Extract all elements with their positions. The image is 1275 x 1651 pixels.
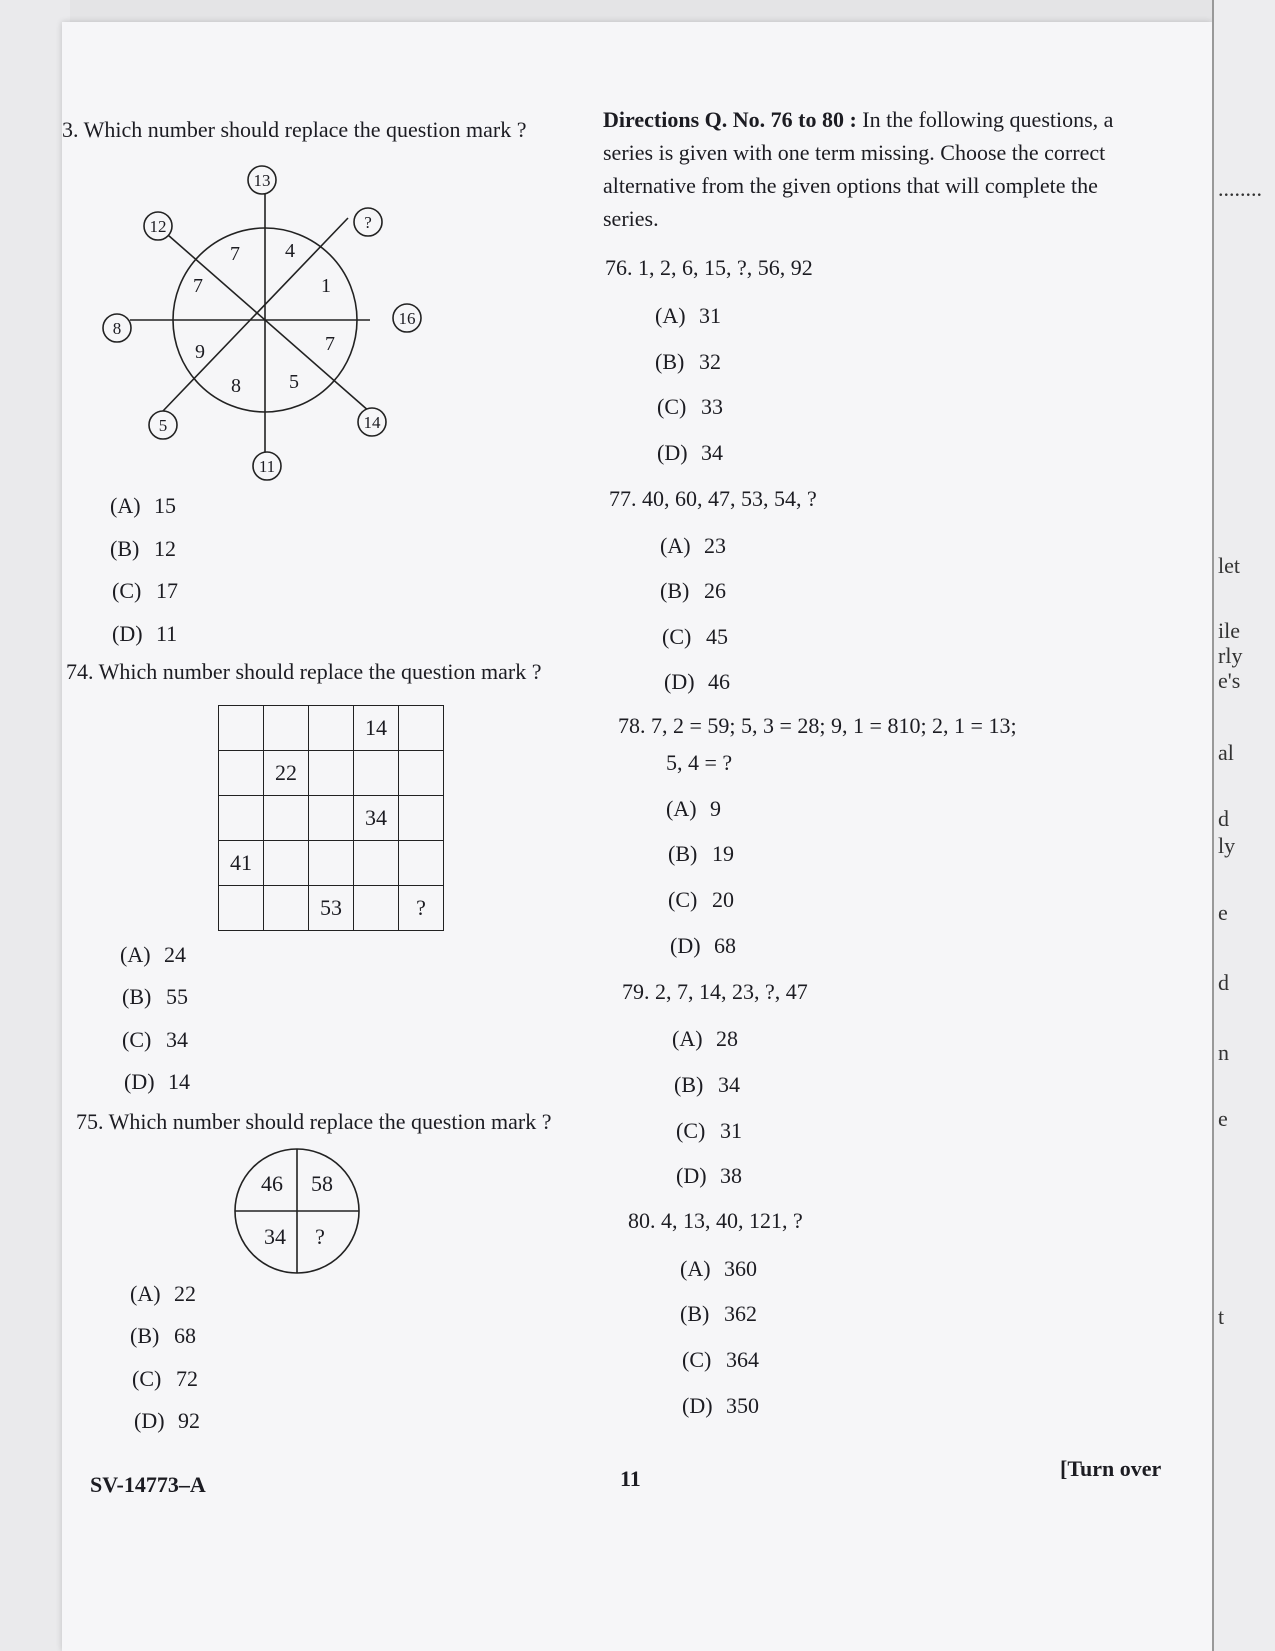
circle-cell: 46 <box>261 1171 283 1196</box>
edge-text: t <box>1218 1304 1225 1329</box>
fig-outer-bottom-right: 14 <box>363 413 381 432</box>
scan-background <box>0 0 70 1651</box>
question-77: 77. 40, 60, 47, 53, 54, ? <box>609 486 817 511</box>
edge-text: al <box>1218 740 1234 765</box>
question-78-line1: 78. 7, 2 = 59; 5, 3 = 28; 9, 1 = 810; 2, 1 = 13; <box>618 713 1017 738</box>
question-75: 75. Which number should replace the question mark ? <box>76 1109 552 1134</box>
grid-cell: ? <box>399 886 444 931</box>
option: (B) 362 <box>680 1301 757 1326</box>
option: (A) 28 <box>672 1026 738 1051</box>
question-76: 76. 1, 2, 6, 15, ?, 56, 92 <box>605 255 813 280</box>
question-80: 80. 4, 13, 40, 121, ? <box>628 1208 803 1233</box>
grid-cell <box>309 706 354 751</box>
edge-text: ........ <box>1218 176 1262 201</box>
grid-cell <box>399 706 444 751</box>
option: (D) 34 <box>657 440 723 465</box>
fig-outer-top-right: ? <box>364 213 372 232</box>
fig-outer-left: 8 <box>112 319 122 338</box>
option: (C) 45 <box>662 624 728 649</box>
option: (C) 34 <box>122 1027 188 1052</box>
option: (A) 23 <box>660 533 726 558</box>
grid-cell <box>354 841 399 886</box>
option: (B) 55 <box>122 984 188 1009</box>
grid-cell <box>219 706 264 751</box>
grid-cell: 53 <box>309 886 354 931</box>
fig-inner: 7 <box>193 275 203 297</box>
edge-text: d <box>1218 970 1229 995</box>
grid-cell <box>219 886 264 931</box>
grid-cell: 14 <box>354 706 399 751</box>
fig-outer-bottom-left: 5 <box>158 416 168 435</box>
grid-cell: 41 <box>219 841 264 886</box>
option: (B) 26 <box>660 578 726 603</box>
option: (D) 350 <box>682 1393 759 1418</box>
question-74: 74. Which number should replace the question mark ? <box>66 659 542 684</box>
option: (A) 24 <box>120 942 186 967</box>
option: (B) 34 <box>674 1072 740 1097</box>
option: (B) 68 <box>130 1323 196 1348</box>
grid-cell <box>399 841 444 886</box>
edge-text: e's <box>1218 668 1241 693</box>
directions-heading: Directions Q. No. 76 to 80 : <box>603 107 857 132</box>
circle-cell: 58 <box>311 1171 333 1196</box>
circle-cell: 34 <box>264 1224 286 1249</box>
question-79: 79. 2, 7, 14, 23, ?, 47 <box>622 979 808 1004</box>
directions-text: In the following questions, a series is given with one term missing. Choose the correct alternative from the given options that will complete the series. <box>603 107 1114 231</box>
question-78-line2: 5, 4 = ? <box>666 750 733 775</box>
fig-outer-right: 16 <box>398 309 416 328</box>
edge-text: d <box>1218 806 1229 831</box>
grid-cell: 22 <box>264 751 309 796</box>
edge-text: e <box>1218 1106 1228 1131</box>
option: (D) 46 <box>664 669 730 694</box>
directions-block <box>603 103 1133 235</box>
question-73: 3. Which number should replace the question mark ? <box>62 117 527 142</box>
q73-figure <box>90 160 450 490</box>
fig-outer-top: 13 <box>253 171 271 190</box>
option: (A) 15 <box>110 493 176 518</box>
grid-cell <box>219 796 264 841</box>
option: (C) 20 <box>668 887 734 912</box>
option: (D) 92 <box>134 1408 200 1433</box>
fig-inner: 8 <box>231 375 241 397</box>
grid-cell <box>309 796 354 841</box>
option: (C) 364 <box>682 1347 759 1372</box>
option: (D) 38 <box>676 1163 742 1188</box>
edge-text: e <box>1218 900 1228 925</box>
paper-code: SV-14773–A <box>90 1472 206 1497</box>
option: (B) 12 <box>110 536 176 561</box>
grid-cell <box>264 796 309 841</box>
edge-text: ile <box>1218 618 1240 643</box>
grid-cell <box>399 796 444 841</box>
option: (B) 19 <box>668 841 734 866</box>
edge-text: rly <box>1218 643 1243 668</box>
option: (B) 32 <box>655 349 721 374</box>
option: (C) 72 <box>132 1366 198 1391</box>
grid-cell <box>309 841 354 886</box>
grid-cell <box>219 751 264 796</box>
grid-cell: 34 <box>354 796 399 841</box>
grid-cell <box>309 751 354 796</box>
grid-cell <box>264 886 309 931</box>
grid-cell <box>354 886 399 931</box>
option: (A) 31 <box>655 303 721 328</box>
turn-over-note: [Turn over <box>1060 1456 1162 1481</box>
fig-inner: 5 <box>289 371 299 393</box>
page-number: 11 <box>620 1466 641 1491</box>
fig-inner: 9 <box>195 341 205 363</box>
edge-text: n <box>1218 1040 1229 1065</box>
grid-cell <box>354 751 399 796</box>
option: (C) 31 <box>676 1118 742 1143</box>
fig-inner: 7 <box>230 243 240 265</box>
edge-text: let <box>1218 553 1240 578</box>
grid-cell <box>264 706 309 751</box>
q74-grid <box>218 705 444 931</box>
option: (A) 360 <box>680 1256 757 1281</box>
option: (A) 22 <box>130 1281 196 1306</box>
fig-outer-top-left: 12 <box>149 217 167 236</box>
circle-cell: ? <box>315 1224 325 1249</box>
edge-text: ly <box>1218 833 1236 858</box>
q75-circle-figure <box>232 1146 362 1276</box>
grid-cell <box>264 841 309 886</box>
option: (C) 17 <box>112 578 178 603</box>
fig-outer-bottom: 11 <box>258 457 276 476</box>
option: (A) 9 <box>666 796 721 821</box>
fig-inner: 1 <box>321 275 331 297</box>
fig-inner: 7 <box>325 333 335 355</box>
option: (D) 68 <box>670 933 736 958</box>
option: (C) 33 <box>657 394 723 419</box>
grid-cell <box>399 751 444 796</box>
fig-inner: 4 <box>285 240 295 262</box>
option: (D) 14 <box>124 1069 190 1094</box>
option: (D) 11 <box>112 621 178 646</box>
